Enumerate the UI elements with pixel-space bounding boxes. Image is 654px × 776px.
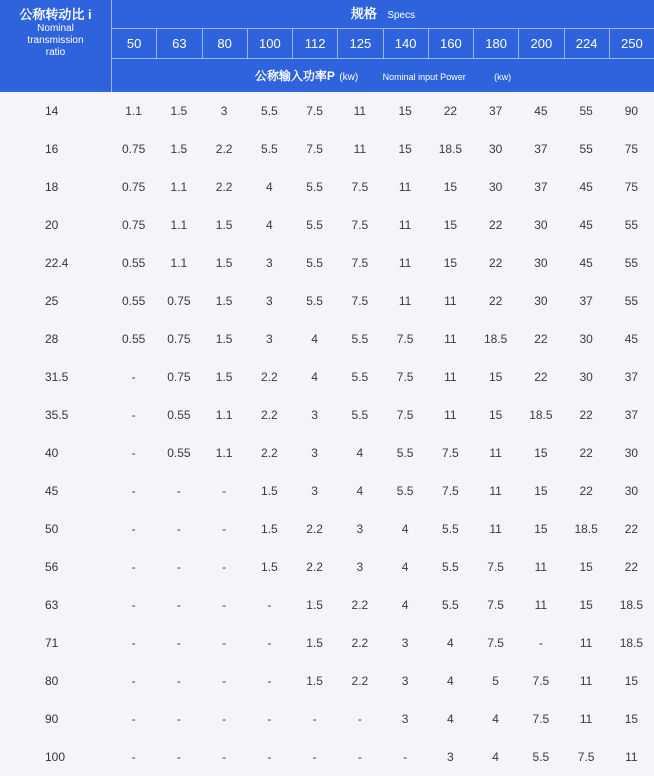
power-value-cell: 3 (266, 256, 273, 270)
power-value-cell: 5.5 (306, 256, 323, 270)
power-value-cell: - (222, 712, 227, 726)
power-value-cell: 15 (443, 218, 458, 232)
power-value-cell: 1.5 (170, 104, 188, 118)
power-value-cell: 3 (311, 446, 318, 460)
ratio-column-header (0, 0, 112, 92)
power-value-cell: 7.5 (351, 256, 369, 270)
table-row (0, 244, 654, 282)
power-value-cell: 22 (579, 484, 593, 498)
power-value-cell: 18.5 (574, 522, 598, 536)
power-value-cell: 5.5 (532, 750, 550, 764)
spec-header-cell: 63 (157, 29, 202, 58)
power-value-cell: 2.2 (306, 522, 323, 536)
power-value-cell: 22 (579, 446, 593, 460)
power-value-cell: 7.5 (351, 294, 369, 308)
power-value-cell: 37 (488, 104, 503, 118)
power-value-cell: - (176, 636, 181, 650)
power-value-cell: - (176, 674, 181, 688)
power-value-cell: 11 (534, 560, 548, 574)
power-label-zh: 公称输入功率P (254, 69, 335, 83)
power-value-cell: 4 (356, 484, 364, 498)
table-row (0, 472, 654, 510)
power-value-cell: 11 (444, 294, 457, 308)
power-value-cell: 30 (624, 484, 639, 498)
table-row (0, 624, 654, 662)
power-value-cell: 0.55 (121, 256, 146, 270)
power-value-cell: 7.5 (487, 598, 504, 612)
power-value-cell: 18.5 (619, 636, 644, 650)
power-value-cell: 4 (356, 446, 364, 460)
power-value-cell: 1.5 (261, 484, 278, 498)
power-value-cell: 2.2 (261, 370, 278, 384)
power-value-cell: 22 (488, 256, 503, 270)
spec-header-cell: 224 (565, 29, 610, 58)
table-row (0, 700, 654, 738)
power-value-cell: - (131, 598, 136, 612)
power-value-cell: 5.5 (261, 104, 278, 118)
ratio-cell: 28 (45, 332, 59, 346)
ratio-cell: 31.5 (45, 370, 69, 384)
power-value-cell: 11 (444, 408, 457, 422)
power-value-cell: 7.5 (442, 484, 459, 498)
power-value-cell: 1.1 (215, 446, 233, 460)
power-value-cell: - (131, 408, 136, 422)
power-value-cell: 75 (624, 142, 639, 156)
spec-header-cell: 200 (519, 29, 564, 58)
power-value-cell: 0.75 (121, 180, 146, 194)
power-value-cell: 11 (489, 522, 502, 536)
ratio-cell: 63 (45, 598, 59, 612)
power-value-cell: 7.5 (487, 636, 504, 650)
ratio-cell: 40 (45, 446, 59, 460)
power-value-cell: 11 (398, 180, 412, 194)
power-value-cell: 5.5 (396, 484, 414, 498)
power-value-cell: 7.5 (396, 370, 414, 384)
power-value-cell: 11 (444, 370, 457, 384)
ratio-cell: 100 (45, 750, 66, 764)
power-value-cell: - (222, 636, 227, 650)
power-value-cell: 5.5 (306, 218, 323, 232)
power-value-cell: - (312, 712, 317, 726)
power-value-cell: 22 (579, 408, 593, 422)
power-value-cell: 0.75 (121, 142, 146, 156)
specs-label-en: Specs (387, 10, 416, 21)
ratio-cell: 90 (45, 712, 59, 726)
power-value-cell: 11 (625, 750, 638, 764)
power-value-cell: - (538, 636, 543, 650)
power-value-cell: 3 (356, 522, 364, 536)
power-value-cell: 45 (534, 104, 548, 118)
power-value-cell: 5.5 (261, 142, 278, 156)
ratio-cell: 14 (45, 104, 59, 118)
specs-label-zh: 规格 (350, 6, 377, 21)
power-value-cell: 5.5 (351, 332, 369, 346)
power-value-cell: 37 (579, 294, 593, 308)
ratio-label-en-3: ratio (45, 47, 66, 58)
power-value-cell: 4 (401, 522, 409, 536)
power-value-cell: 4 (447, 636, 454, 650)
power-value-cell: 11 (398, 294, 412, 308)
ratio-cell: 25 (45, 294, 59, 308)
power-value-cell: - (131, 674, 136, 688)
power-value-cell: 7.5 (577, 750, 595, 764)
power-value-cell: 3 (356, 560, 364, 574)
power-value-cell: 55 (624, 256, 639, 270)
power-value-cell: - (131, 560, 136, 574)
power-value-cell: 2.2 (306, 560, 323, 574)
power-value-cell: 30 (534, 294, 548, 308)
power-value-cell: 37 (624, 370, 639, 384)
power-value-cell: 5.5 (396, 446, 414, 460)
power-value-cell: - (222, 598, 227, 612)
power-value-cell: 55 (624, 294, 639, 308)
power-value-cell: 1.5 (306, 598, 323, 612)
power-value-cell: 11 (489, 484, 502, 498)
power-value-cell: 4 (401, 598, 409, 612)
power-value-cell: 1.5 (306, 636, 323, 650)
power-value-cell: 4 (266, 218, 273, 232)
ratio-cell: 20 (45, 218, 59, 232)
specs-header (112, 0, 654, 29)
power-value-cell: 4 (311, 332, 318, 346)
power-value-cell: - (267, 598, 272, 612)
power-value-cell: 11 (398, 218, 412, 232)
power-value-cell: 0.75 (167, 294, 191, 308)
power-value-cell: 5.5 (442, 598, 459, 612)
power-value-cell: 0.75 (121, 218, 146, 232)
power-value-cell: 45 (624, 332, 639, 346)
power-value-cell: - (357, 712, 362, 726)
power-value-cell: 22 (488, 294, 503, 308)
table-row (0, 738, 654, 776)
power-value-cell: 30 (488, 180, 503, 194)
power-value-cell: 7.5 (351, 180, 369, 194)
table-row (0, 282, 654, 320)
table-row (0, 510, 654, 548)
power-value-cell: 1.5 (215, 294, 233, 308)
spec-header-cell: 100 (248, 29, 293, 58)
power-value-cell: 7.5 (396, 332, 414, 346)
power-value-cell: - (131, 636, 136, 650)
power-value-cell: 1.5 (261, 560, 278, 574)
power-value-cell: - (176, 522, 181, 536)
table-row (0, 548, 654, 586)
power-value-cell: 15 (579, 598, 593, 612)
power-value-cell: 90 (624, 104, 639, 118)
ratio-cell: 35.5 (45, 408, 69, 422)
power-value-cell: 15 (534, 446, 548, 460)
power-value-cell: - (131, 446, 136, 460)
power-value-cell: 1.5 (306, 674, 323, 688)
power-label-en: Nominal input Power (382, 72, 466, 82)
power-value-cell: 11 (353, 142, 367, 156)
power-value-cell: - (131, 750, 136, 764)
power-value-cell: 1.5 (215, 256, 233, 270)
power-value-cell: 1.1 (170, 180, 188, 194)
power-value-cell: 0.55 (121, 332, 146, 346)
table-row (0, 92, 654, 130)
power-value-cell: 3 (401, 712, 409, 726)
power-value-cell: - (131, 522, 136, 536)
power-value-cell: 11 (579, 712, 593, 726)
power-value-cell: 4 (311, 370, 318, 384)
table-row (0, 320, 654, 358)
power-value-cell: 3 (447, 750, 454, 764)
power-value-cell: 55 (579, 142, 593, 156)
power-value-cell: 22 (624, 560, 639, 574)
power-value-cell: 3 (311, 408, 318, 422)
ratio-cell: 56 (45, 560, 59, 574)
power-value-cell: - (357, 750, 362, 764)
power-value-cell: - (176, 712, 181, 726)
power-value-cell: 1.1 (215, 408, 233, 422)
power-value-cell: 30 (579, 332, 593, 346)
power-value-cell: 22 (534, 332, 548, 346)
power-value-cell: 45 (579, 180, 593, 194)
power-value-cell: 2.2 (215, 180, 233, 194)
power-value-cell: 2.2 (351, 598, 369, 612)
table-header (0, 0, 654, 92)
table-row (0, 434, 654, 472)
spec-header-cell: 80 (203, 29, 248, 58)
power-value-cell: 55 (579, 104, 593, 118)
power-value-cell: 1.5 (170, 142, 188, 156)
power-value-cell: 5.5 (442, 560, 459, 574)
power-value-cell: 37 (534, 180, 548, 194)
power-value-cell: - (222, 560, 227, 574)
table-row (0, 396, 654, 434)
power-value-cell: 11 (444, 332, 457, 346)
table-row (0, 168, 654, 206)
power-value-cell: 37 (624, 408, 639, 422)
power-value-cell: - (222, 522, 227, 536)
power-value-cell: 30 (488, 142, 503, 156)
power-value-cell: 22 (443, 104, 458, 118)
power-value-cell: 7.5 (351, 218, 369, 232)
ratio-label-zh: 公称转动比 i (19, 7, 92, 22)
power-value-cell: - (222, 484, 227, 498)
power-value-cell: - (312, 750, 317, 764)
power-value-cell: 15 (534, 522, 548, 536)
power-value-cell: 2.2 (261, 446, 278, 460)
power-value-cell: 3 (401, 674, 409, 688)
power-value-cell: - (176, 484, 181, 498)
power-value-cell: 5.5 (306, 294, 323, 308)
power-value-cell: - (176, 560, 181, 574)
power-value-cell: 22 (624, 522, 639, 536)
power-value-cell: 15 (624, 674, 639, 688)
table-row (0, 358, 654, 396)
power-value-cell: - (131, 712, 136, 726)
power-value-cell: 45 (579, 256, 593, 270)
power-value-cell: 2.2 (261, 408, 278, 422)
power-value-cell: 45 (579, 218, 593, 232)
power-value-cell: - (131, 370, 136, 384)
table-row (0, 130, 654, 168)
power-value-cell: 2.2 (215, 142, 233, 156)
power-value-cell: 0.55 (167, 408, 191, 422)
power-value-cell: 3 (401, 636, 409, 650)
power-value-cell: - (403, 750, 408, 764)
ratio-cell: 22.4 (45, 256, 69, 270)
power-value-cell: 30 (624, 446, 639, 460)
ratio-cell: 45 (45, 484, 59, 498)
power-value-cell: 7.5 (442, 446, 459, 460)
power-value-cell: 30 (534, 256, 548, 270)
power-unit-2: (kw) (494, 72, 512, 82)
spec-header-cell: 112 (293, 29, 338, 58)
power-value-cell: 11 (579, 636, 593, 650)
power-value-cell: 5.5 (351, 408, 369, 422)
power-value-cell: - (222, 674, 227, 688)
power-value-cell: 2.2 (351, 636, 369, 650)
ratio-cell: 16 (45, 142, 59, 156)
ratio-cell: 80 (45, 674, 59, 688)
power-value-cell: 3 (266, 294, 273, 308)
power-value-cell: 18.5 (529, 408, 553, 422)
power-value-cell: 7.5 (396, 408, 414, 422)
power-value-cell: 1.5 (215, 332, 233, 346)
power-value-cell: 7.5 (532, 674, 550, 688)
power-value-cell: 15 (488, 370, 503, 384)
power-value-cell: 18.5 (619, 598, 644, 612)
power-value-cell: 37 (534, 142, 548, 156)
power-value-cell: 1.5 (215, 370, 233, 384)
power-value-cell: 22 (534, 370, 548, 384)
table-row (0, 206, 654, 244)
power-value-cell: 15 (579, 560, 593, 574)
power-value-cell: 0.55 (121, 294, 146, 308)
power-value-cell: 11 (579, 674, 593, 688)
spec-header-cell: 180 (474, 29, 519, 58)
power-value-cell: 5 (492, 674, 499, 688)
power-value-cell: 11 (353, 104, 367, 118)
power-value-cell: - (222, 750, 227, 764)
ratio-cell: 18 (45, 180, 59, 194)
power-value-cell: 15 (398, 142, 412, 156)
ratio-label-en-1: Nominal (37, 23, 74, 34)
power-value-cell: - (176, 750, 181, 764)
power-value-cell: 11 (534, 598, 548, 612)
spec-header-cell: 50 (112, 29, 157, 58)
power-value-cell: - (267, 674, 272, 688)
power-value-cell: 1.5 (261, 522, 278, 536)
spec-values-row (112, 29, 654, 59)
power-value-cell: 3 (311, 484, 318, 498)
power-value-cell: 30 (579, 370, 593, 384)
power-value-cell: 7.5 (487, 560, 504, 574)
power-value-cell: 15 (443, 180, 458, 194)
power-value-cell: 7.5 (306, 142, 323, 156)
power-value-cell: 1.1 (170, 256, 188, 270)
power-value-cell: 7.5 (306, 104, 323, 118)
power-value-cell: 3 (266, 332, 273, 346)
power-value-cell: 15 (443, 256, 458, 270)
power-value-cell: 0.75 (167, 370, 191, 384)
spec-header-cell: 160 (429, 29, 474, 58)
power-value-cell: 15 (624, 712, 639, 726)
table-row (0, 586, 654, 624)
power-value-cell: 4 (447, 674, 454, 688)
power-value-cell: - (131, 484, 136, 498)
power-value-cell: 4 (447, 712, 454, 726)
power-value-cell: 0.55 (167, 446, 191, 460)
spec-header-cell: 140 (384, 29, 429, 58)
power-value-cell: 75 (624, 180, 639, 194)
power-value-cell: 18.5 (438, 142, 463, 156)
power-value-cell: 0.75 (167, 332, 191, 346)
power-value-cell: 4 (492, 750, 499, 764)
power-value-cell: 4 (492, 712, 499, 726)
power-value-cell: 3 (220, 104, 228, 118)
power-value-cell: 2.2 (351, 674, 369, 688)
power-value-cell: - (267, 636, 272, 650)
spec-header-cell: 125 (338, 29, 383, 58)
power-value-cell: 5.5 (442, 522, 459, 536)
power-value-cell: 15 (488, 408, 503, 422)
power-value-cell: 5.5 (306, 180, 323, 194)
power-header (112, 59, 654, 92)
ratio-cell: 50 (45, 522, 59, 536)
power-unit-1: (kw) (339, 72, 359, 83)
power-value-cell: - (267, 712, 272, 726)
power-value-cell: 1.1 (170, 218, 188, 232)
table-body (0, 92, 654, 776)
power-value-cell: 4 (401, 560, 409, 574)
power-value-cell: 30 (534, 218, 548, 232)
power-value-cell: 11 (398, 256, 412, 270)
power-value-cell: 18.5 (483, 332, 508, 346)
table-row (0, 662, 654, 700)
power-value-cell: 5.5 (351, 370, 369, 384)
ratio-label-en-2: transmission (27, 35, 84, 46)
power-value-cell: - (267, 750, 272, 764)
power-value-cell: 55 (624, 218, 639, 232)
power-value-cell: 1.5 (215, 218, 233, 232)
spec-header-cell: 250 (621, 36, 643, 51)
power-value-cell: 22 (488, 218, 503, 232)
power-value-cell: 1.1 (125, 104, 142, 118)
ratio-cell: 71 (45, 636, 59, 650)
power-value-cell: 11 (489, 446, 502, 460)
power-value-cell: 15 (534, 484, 548, 498)
power-value-cell: - (176, 598, 181, 612)
power-value-cell: 4 (266, 180, 273, 194)
power-value-cell: 7.5 (532, 712, 550, 726)
power-value-cell: 15 (398, 104, 412, 118)
